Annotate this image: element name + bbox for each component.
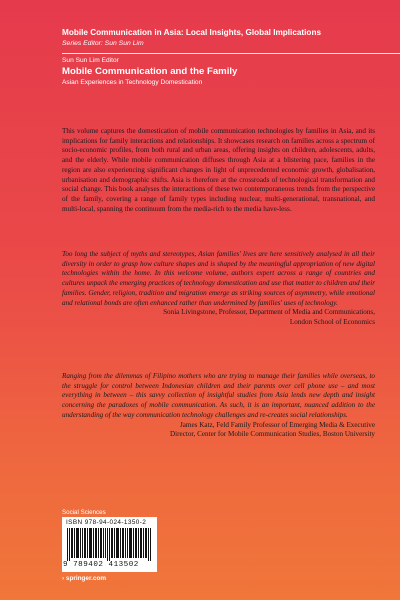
series-title: Mobile Communication in Asia: Local Insights, Global Implications [62, 28, 321, 37]
review-affiliation: Director, Center for Mobile Communication Studies, Boston University [170, 430, 375, 439]
review-quote: Too long the subject of myths and stereotypes, Asian families' lives are here sensitively analysed in all their diversity in order to grasp how culture shapes and is shaped by the meaningful appropriation of new digital technologies within the home. In this welcome volume, authors expert across a range of countries and cultures unpack the emerging practices of technology domestication and use that matter to children and their families. Gender, religion, tradition and migration emerge as striking sources of asymmetry, while emotional and relational bonds are often enhanced rather than undermined by families' uses of technology. [62, 250, 375, 307]
book-title: Mobile Communication and the Family [62, 66, 238, 77]
review-affiliation: London School of Economics [289, 317, 375, 326]
series-block [62, 28, 321, 47]
book-subtitle: Asian Experiences in Technology Domestication [62, 79, 203, 86]
series-editor: Series Editor: Sun Sun Lim [62, 40, 144, 47]
review [62, 250, 375, 328]
book-header [62, 57, 237, 86]
divider-line [62, 53, 400, 54]
barcode-icon [67, 528, 152, 561]
review-author: Sonia Livingstone, Professor, Department of Media and Communications, [163, 308, 375, 317]
review-author: James Katz, Feld Family Professor of Emerging Media & Executive [179, 420, 375, 429]
review [62, 372, 375, 440]
subject-category: Social Sciences [62, 509, 106, 516]
barcode-number: 9 789402 413502 [63, 561, 139, 569]
review-quote: Ranging from the dilemmas of Filipino mothers who are trying to manage their families while overseas, to the struggle for control between Indonesian children and their parents over cell phone use – and most everything in between – this savvy collection of insightful studies from Asia lends new depth and insight concerning the paradoxes of mobile communication. As such, it is an important, nuanced addition to the understanding of the way communication technology challenges and re-creates social relationships. [62, 372, 375, 419]
isbn-label: ISBN 978-94-024-1350-2 [66, 519, 147, 526]
barcode-panel [62, 517, 157, 572]
book-editor: Sun Sun Lim Editor [62, 57, 119, 64]
publisher-website-link[interactable]: › springer.com [62, 575, 107, 582]
book-description: This volume captures the domestication of mobile communication technologies by families in Asia, and its implications for family interactions and relationships. It showcases research on families across a spectrum of socio-economic profiles, from both rural and urban areas, offering insights on children, adolescents, adults, and the elderly. While mobile communication diffuses through Asia at a blistering pace, families in the region are also experiencing significant changes in light of unprecedented economic growth, globalisation, urbanisation and demographic shifts. Asia is therefore at the crossroads of technological transformation and social change. This book analyses the interactions of these two contemporaneous trends from the perspective of the family, covering a range of family types including nuclear, multi-generational, transnational, and multi-local, spanning the continuum from the media-rich to the media have-less. [62, 127, 375, 213]
